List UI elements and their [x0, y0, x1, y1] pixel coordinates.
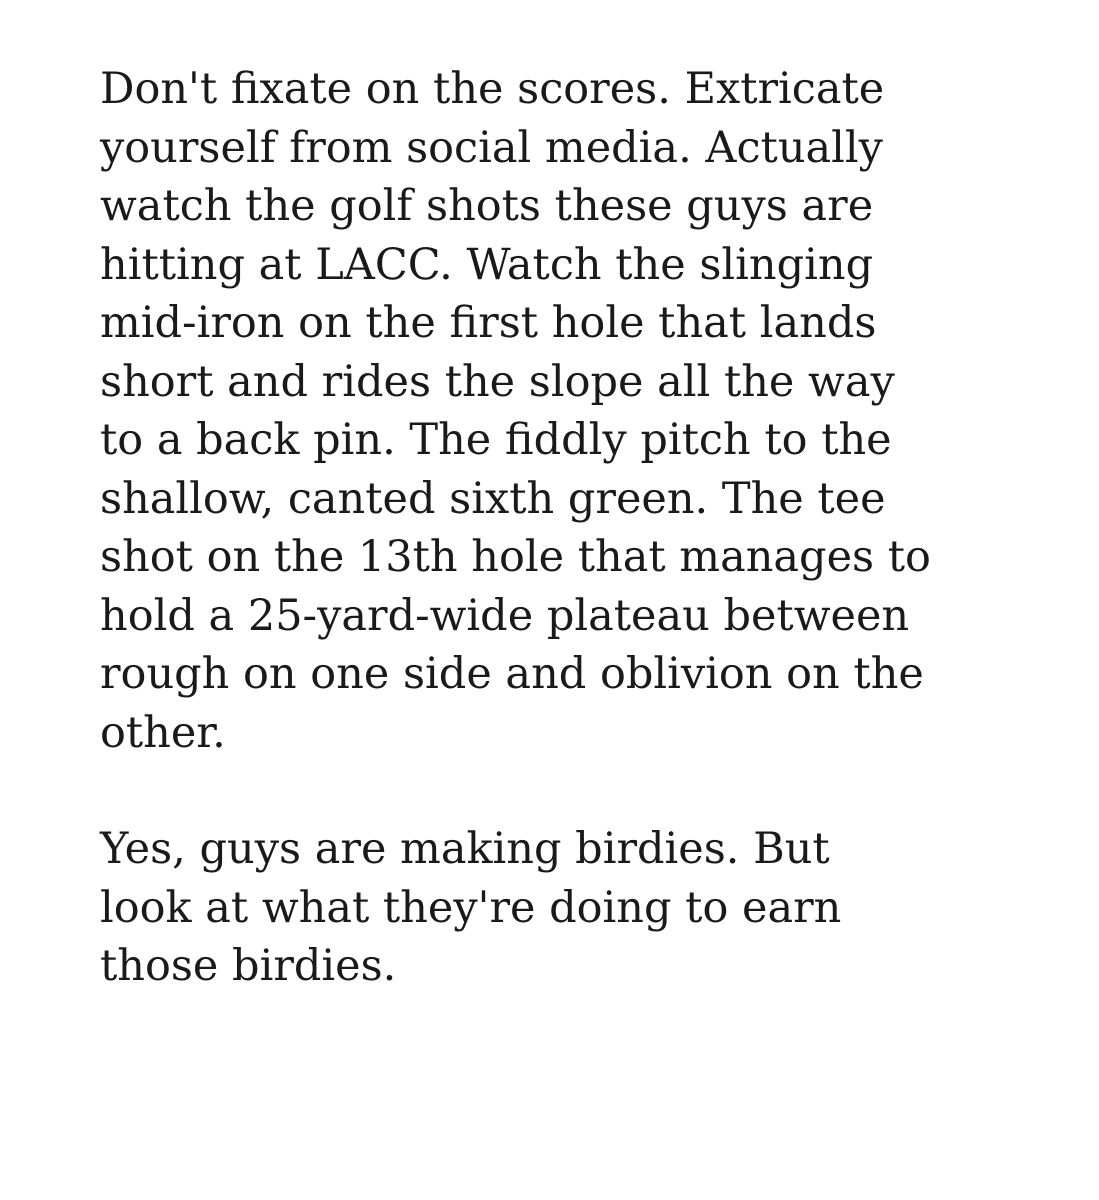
text-line: to a back pin. The fiddly pitch to the — [100, 415, 892, 465]
paragraph-2 — [100, 820, 1060, 996]
text-line: those birdies. — [100, 941, 397, 991]
text-line: Don't fixate on the scores. Extricate — [100, 64, 885, 114]
text-line: shot on the 13th hole that manages to — [100, 532, 931, 582]
text-line: rough on one side and oblivion on the — [100, 649, 924, 699]
text-line: watch the golf shots these guys are — [100, 181, 874, 231]
text-line: Yes, guys are making birdies. But — [100, 824, 830, 874]
text-line: short and rides the slope all the way — [100, 356, 895, 407]
text-line: shallow, canted sixth green. The tee — [100, 473, 886, 524]
article-body — [100, 60, 1060, 996]
text-line: yourself from social media. Actually — [100, 122, 883, 173]
text-line: other. — [100, 707, 226, 758]
paragraph-1 — [100, 60, 1060, 762]
text-line: look at what they're doing to earn — [100, 882, 842, 933]
text-line: hitting at LACC. Watch the slinging — [100, 239, 874, 290]
text-line: hold a 25-yard-wide plateau between — [100, 590, 910, 641]
text-line: mid-iron on the first hole that lands — [100, 298, 877, 348]
